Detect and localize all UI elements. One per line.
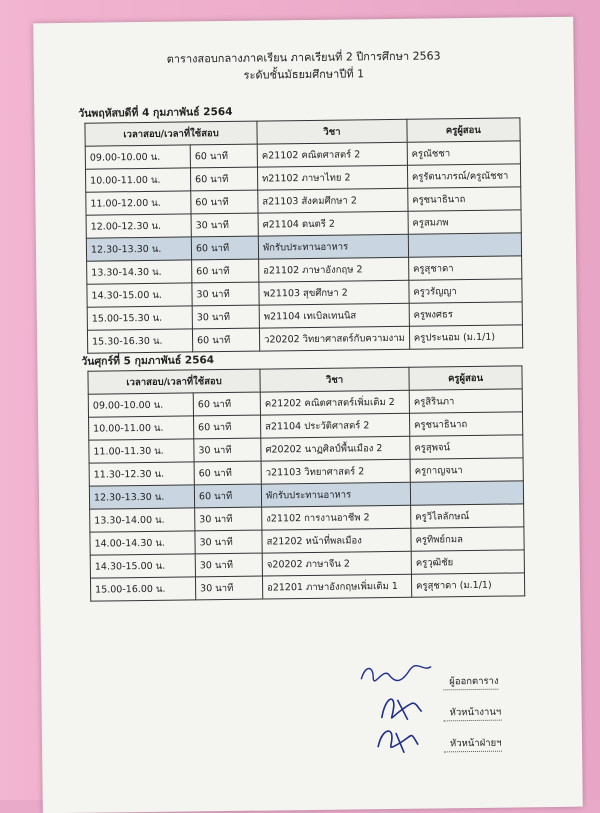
cell-teacher: ครูชนาธินาถ xyxy=(409,412,522,436)
cell-teacher: ครูชนาธินาถ xyxy=(408,187,521,211)
signature-label: หัวหน้างานฯ xyxy=(444,705,502,722)
cell-duration: 30 นาที xyxy=(194,438,261,462)
cell-teacher: ครูสุพจน์ xyxy=(410,435,523,459)
cell-time: 12.30-13.30 น. xyxy=(86,237,191,261)
day-heading-2: วันศุกร์ที่ 5 กุมภาพันธ์ 2564 xyxy=(81,354,215,368)
column-header-teacher: ครูผู้สอน xyxy=(407,118,520,142)
cell-duration: 60 นาที xyxy=(191,190,258,214)
column-header-subject: วิชา xyxy=(260,367,409,392)
cell-teacher: ครูประนอม (ม.1/1) xyxy=(409,325,522,349)
cell-time: 14.30-15.00 น. xyxy=(90,554,195,578)
cell-teacher: ครูพงศธร xyxy=(409,302,522,326)
cell-time: 15.30-16.30 น. xyxy=(87,329,192,353)
document-title: ตารางสอบกลางภาคเรียน ภาคเรียนที่ 2 ปีการศึกษา 2563 xyxy=(166,49,441,66)
cell-teacher: ครูรัตนาภรณ์/ครูณัชชา xyxy=(407,164,520,188)
signature-block-head-of-department xyxy=(352,729,552,753)
cell-subject: ส21104 ประวัติศาสตร์ 2 xyxy=(260,413,409,438)
exam-table-day-1 xyxy=(84,117,523,353)
cell-duration: 60 นาที xyxy=(194,415,261,439)
cell-time: 14.00-14.30 น. xyxy=(90,531,195,555)
cell-teacher: ครูสุชาดา (ม.1/1) xyxy=(411,573,524,597)
cell-time: 15.00-15.30 น. xyxy=(87,306,192,330)
signature-label: ผู้ออกตาราง xyxy=(443,674,499,691)
cell-duration: 30 นาที xyxy=(195,576,262,600)
cell-teacher: ครูวรัญญา xyxy=(409,279,522,303)
document-page xyxy=(33,17,583,813)
cell-time: 13.30-14.00 น. xyxy=(90,508,195,532)
cell-subject: ท21102 ภาษาไทย 2 xyxy=(257,165,407,190)
exam-table-day-2 xyxy=(87,365,525,601)
cell-time: 09.00-10.00 น. xyxy=(88,393,193,417)
day-heading-1: วันพฤหัสบดีที่ 4 กุมภาพันธ์ 2564 xyxy=(78,105,233,120)
cell-time: 11.00-11.30 น. xyxy=(89,439,194,463)
cell-teacher: ครูวิไลลักษณ์ xyxy=(411,504,524,528)
cell-time: 10.00-11.00 น. xyxy=(85,168,190,192)
cell-time: 10.00-11.00 น. xyxy=(89,416,194,440)
cell-subject: จ20202 ภาษาจีน 2 xyxy=(262,551,411,576)
cell-duration: 30 นาที xyxy=(191,213,258,237)
cell-duration: 60 นาที xyxy=(193,392,260,416)
cell-duration: 60 นาที xyxy=(192,328,259,352)
document-subtitle: ระดับชั้นมัธยมศึกษาปีที่ 1 xyxy=(243,67,365,82)
cell-teacher: ครูสุชาดา xyxy=(408,256,521,280)
cell-duration: 60 นาที xyxy=(194,484,261,508)
cell-duration: 30 นาที xyxy=(195,507,262,531)
signature-label: หัวหน้าฝ่ายฯ xyxy=(444,736,502,753)
cell-teacher xyxy=(410,481,523,505)
handwritten-signature-3 xyxy=(352,720,447,755)
cell-teacher: ครูสมภพ xyxy=(408,210,521,234)
cell-duration: 30 นาที xyxy=(195,530,262,554)
cell-subject: ค21202 คณิตศาสตร์เพิ่มเติม 2 xyxy=(260,390,409,415)
column-header-time: เวลาสอบ/เวลาที่ใช้สอบ xyxy=(88,369,260,394)
cell-subject: อ21201 ภาษาอังกฤษเพิ่มเติม 1 xyxy=(262,574,411,599)
cell-subject: อ21102 ภาษาอังกฤษ 2 xyxy=(259,257,409,282)
cell-subject: ว21103 วิทยาศาสตร์ 2 xyxy=(261,459,410,484)
cell-duration: 60 นาที xyxy=(191,236,258,260)
cell-time: 15.00-16.00 น. xyxy=(90,577,195,601)
table-row xyxy=(90,573,524,601)
cell-subject: ศ20202 นาฏศิลป์พื้นเมือง 2 xyxy=(261,436,410,461)
cell-time: 11.30-12.30 น. xyxy=(89,462,194,486)
cell-time: 12.30-13.30 น. xyxy=(89,485,194,509)
table-body-day-1 xyxy=(85,141,522,353)
column-header-teacher: ครูผู้สอน xyxy=(409,366,522,390)
cell-time: 11.00-12.00 น. xyxy=(86,191,191,215)
cell-subject: พ21104 เทเบิลเทนนิส xyxy=(259,303,409,328)
cell-subject: พ21103 สุขศึกษา 2 xyxy=(259,280,409,305)
cell-duration: 30 นาที xyxy=(192,305,259,329)
cell-duration: 60 นาที xyxy=(194,461,261,485)
cell-time: 13.30-14.30 น. xyxy=(87,260,192,284)
handwritten-signature-1 xyxy=(351,658,446,689)
cell-subject: ค21102 คณิตศาสตร์ 2 xyxy=(257,142,407,167)
cell-duration: 30 นาที xyxy=(195,553,262,577)
cell-duration: 30 นาที xyxy=(192,282,259,306)
cell-subject: ว20202 วิทยาศาสตร์กับความงาม xyxy=(259,326,409,351)
cell-teacher: ครูณัชชา xyxy=(407,141,520,165)
table-row xyxy=(87,325,522,353)
cell-duration: 60 นาที xyxy=(192,259,259,283)
column-header-subject: วิชา xyxy=(257,119,407,144)
cell-teacher: ครูทิพย์กมล xyxy=(411,527,524,551)
signature-block-scheduler xyxy=(351,667,551,691)
column-header-time: เวลาสอบ/เวลาที่ใช้สอบ xyxy=(85,121,257,146)
cell-teacher: ครูสิรินภา xyxy=(409,389,522,413)
cell-subject: ส21202 หน้าที่พลเมือง xyxy=(262,528,411,553)
cell-duration: 60 นาที xyxy=(190,144,257,168)
cell-time: 09.00-10.00 น. xyxy=(85,145,190,169)
cell-subject: พักรับประทานอาหาร xyxy=(258,234,408,259)
cell-teacher: ครูกาญจนา xyxy=(410,458,523,482)
cell-duration: 60 นาที xyxy=(190,167,257,191)
table-body-day-2 xyxy=(88,389,524,601)
cell-subject: ส21103 สังคมศึกษา 2 xyxy=(258,188,408,213)
cell-teacher: ครูวุฒิชัย xyxy=(411,550,524,574)
cell-teacher xyxy=(408,233,521,257)
handwritten-signature-2 xyxy=(351,689,446,724)
cell-subject: พักรับประทานอาหาร xyxy=(261,482,410,507)
signature-block-head-of-work xyxy=(351,698,551,722)
cell-time: 14.30-15.00 น. xyxy=(87,283,192,307)
cell-time: 12.00-12.30 น. xyxy=(86,214,191,238)
cell-subject: ศ21104 ดนตรี 2 xyxy=(258,211,408,236)
cell-subject: ง21102 การงานอาชีพ 2 xyxy=(262,505,411,530)
